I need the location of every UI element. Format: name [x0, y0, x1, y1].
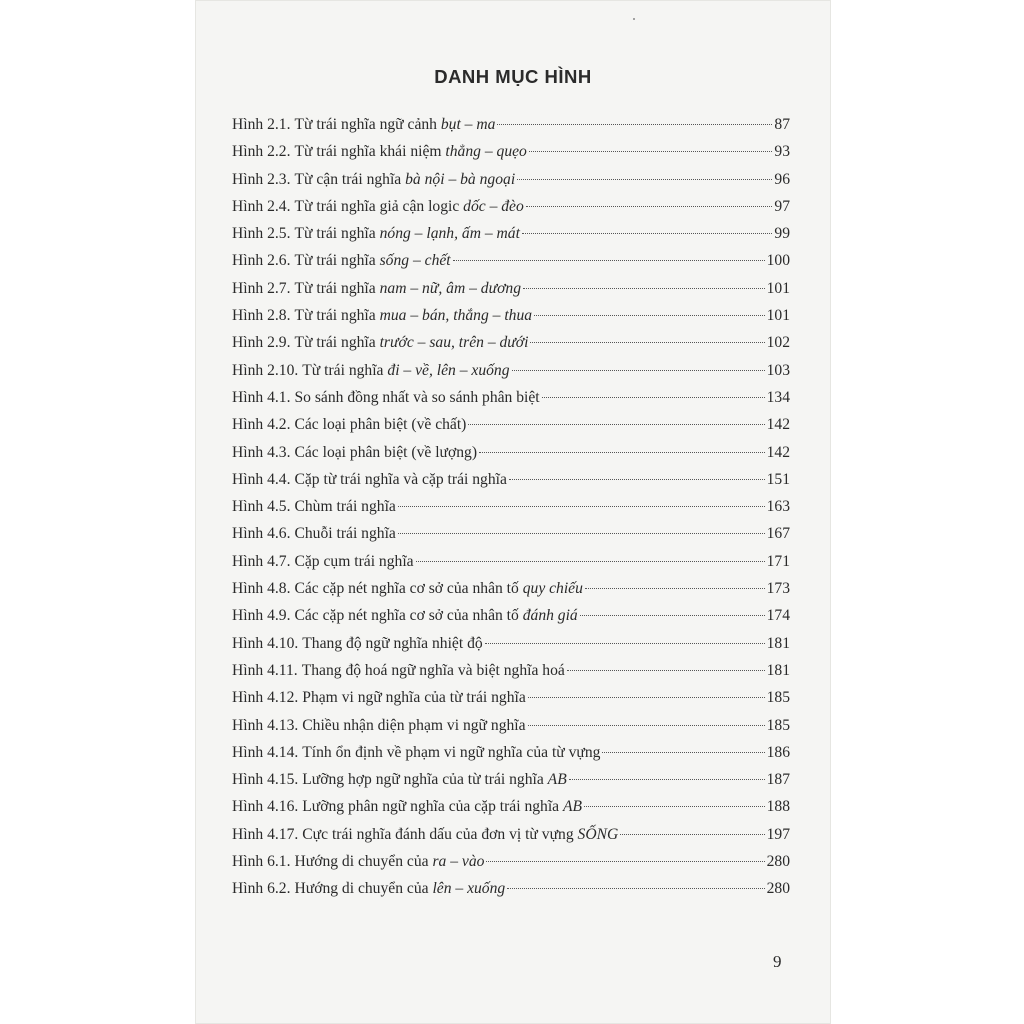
figure-number: Hình 4.7. — [232, 552, 291, 570]
figure-page: 151 — [766, 470, 790, 488]
dot-leader — [584, 806, 765, 807]
caption-text: Cặp cụm trái nghĩa — [294, 552, 414, 570]
figure-page: 163 — [766, 498, 790, 516]
dot-leader — [528, 725, 765, 726]
figure-entry[interactable] — [232, 198, 790, 225]
figure-page: 101 — [766, 307, 790, 325]
dot-leader — [567, 670, 765, 671]
dot-leader — [580, 615, 765, 616]
dot-leader — [620, 834, 764, 835]
figure-number: Hình 2.1. — [232, 116, 291, 133]
figure-caption — [294, 607, 577, 625]
figure-caption — [302, 826, 618, 844]
dot-leader — [534, 315, 765, 316]
caption-text: Thang độ ngữ nghĩa nhiệt độ — [302, 634, 483, 652]
caption-italic-term: dốc – đèo — [463, 197, 524, 215]
dot-leader — [398, 506, 765, 507]
caption-italic-term: nam – nữ, âm – dương — [379, 279, 522, 297]
figure-number: Hình 4.10. — [232, 634, 299, 652]
dot-leader — [529, 151, 773, 152]
dot-leader — [602, 752, 764, 753]
figure-entry[interactable] — [232, 252, 790, 279]
caption-text: Từ cận trái nghĩa — [294, 170, 406, 188]
caption-text: Các cặp nét nghĩa cơ sở của nhân tố — [294, 580, 523, 598]
figure-caption — [294, 198, 523, 216]
figure-number: Hình 4.15. — [232, 771, 299, 789]
page-title: DANH MỤC HÌNH — [434, 66, 592, 87]
caption-text: Thang độ hoá ngữ nghĩa và biệt nghĩa hoá — [301, 661, 565, 679]
figure-entry[interactable] — [232, 471, 790, 498]
figure-entry[interactable] — [232, 498, 790, 525]
figure-number: Hình 4.17. — [232, 825, 299, 843]
caption-italic-term: đi – về, lên – xuống — [387, 361, 510, 379]
figure-page: 171 — [766, 552, 790, 570]
figure-caption — [302, 744, 600, 762]
caption-italic-term: AB — [547, 771, 567, 789]
caption-text: Từ trái nghĩa — [294, 334, 380, 352]
figure-page: 134 — [766, 388, 790, 406]
figure-page: 97 — [774, 197, 790, 215]
caption-text: Từ trái nghĩa — [294, 279, 380, 297]
caption-text: Hướng di chuyển của — [294, 880, 433, 898]
figure-number: Hình 4.4. — [232, 470, 291, 488]
figure-page: 185 — [766, 716, 790, 734]
dot-leader — [486, 861, 764, 862]
figure-number: Hình 6.1. — [232, 853, 291, 871]
figure-number: Hình 4.5. — [232, 498, 291, 516]
dot-leader — [453, 260, 765, 261]
figure-number: Hình 2.8. — [232, 307, 291, 325]
dot-leader — [398, 533, 765, 534]
caption-text: Từ trái nghĩa — [294, 252, 380, 270]
figure-caption — [294, 143, 526, 161]
figure-entry[interactable] — [232, 525, 790, 552]
figure-number: Hình 4.2. — [232, 416, 291, 434]
figure-number: Hình 4.16. — [232, 798, 299, 816]
figure-number: Hình 4.13. — [232, 716, 299, 734]
caption-italic-term: quy chiếu — [522, 580, 583, 598]
caption-italic-term: bà nội – bà ngoại — [405, 170, 516, 188]
figure-number: Hình 2.9. — [232, 334, 291, 352]
figure-page: 102 — [766, 334, 790, 352]
caption-text: Các cặp nét nghĩa cơ sở của nhân tố — [294, 607, 523, 625]
figure-page: 174 — [766, 607, 790, 625]
figure-entry[interactable] — [232, 689, 790, 716]
figure-entry[interactable] — [232, 280, 790, 307]
dot-leader — [509, 479, 765, 480]
caption-italic-term: sống – chết — [379, 252, 451, 270]
book-page — [195, 0, 831, 1024]
figure-entry[interactable] — [232, 662, 790, 689]
caption-italic-term: SỐNG — [577, 825, 619, 843]
figure-page: 187 — [766, 771, 790, 789]
figure-entry[interactable] — [232, 798, 790, 825]
figure-page: 101 — [766, 279, 790, 297]
figure-page: 142 — [766, 416, 790, 434]
figure-page: 103 — [766, 361, 790, 379]
figure-page: 188 — [766, 798, 790, 816]
caption-text: Từ trái nghĩa — [294, 307, 380, 325]
figure-entry[interactable] — [232, 853, 790, 880]
figure-caption — [294, 334, 528, 352]
figure-page: 185 — [766, 689, 790, 707]
figure-entry[interactable] — [232, 116, 790, 143]
caption-text: Phạm vi ngữ nghĩa của từ trái nghĩa — [302, 689, 526, 707]
caption-text: Chuỗi trái nghĩa — [294, 525, 396, 543]
figure-number: Hình 2.6. — [232, 252, 291, 270]
figure-number: Hình 2.7. — [232, 279, 291, 297]
figure-page: 87 — [774, 116, 790, 133]
figure-page: 167 — [766, 525, 790, 543]
figure-page: 186 — [766, 743, 790, 761]
figure-caption — [294, 525, 395, 543]
figure-page: 142 — [766, 443, 790, 461]
caption-italic-term: thẳng – quẹo — [445, 143, 527, 161]
figure-caption — [294, 389, 539, 407]
figure-number: Hình 2.3. — [232, 170, 291, 188]
figure-number: Hình 4.8. — [232, 580, 291, 598]
figure-page: 181 — [766, 661, 790, 679]
caption-text: Hướng di chuyển của — [294, 853, 433, 871]
figure-caption — [294, 280, 521, 298]
caption-italic-term: lên – xuống — [432, 880, 506, 898]
caption-text: Cặp từ trái nghĩa và cặp trái nghĩa — [294, 470, 507, 488]
figure-page: 280 — [766, 880, 790, 898]
figure-number: Hình 4.9. — [232, 607, 291, 625]
figure-entry[interactable] — [232, 580, 790, 607]
figure-entry[interactable] — [232, 307, 790, 334]
figure-page: 173 — [766, 580, 790, 598]
figure-caption — [302, 662, 565, 680]
figure-caption — [294, 444, 477, 462]
figure-caption — [302, 362, 509, 380]
figure-entry[interactable] — [232, 744, 790, 771]
figure-page: 280 — [766, 853, 790, 871]
figure-entry[interactable] — [232, 717, 790, 744]
figure-number: Hình 6.2. — [232, 880, 291, 898]
figure-entry[interactable] — [232, 334, 790, 361]
dot-leader — [416, 561, 765, 562]
print-speck — [633, 18, 635, 20]
caption-italic-term: trước – sau, trên – dưới — [379, 334, 529, 352]
figure-number: Hình 2.10. — [232, 361, 299, 379]
caption-text: Tính ổn định về phạm vi ngữ nghĩa của từ vựng — [302, 743, 601, 761]
figure-caption — [294, 498, 395, 516]
figure-caption — [302, 771, 566, 789]
caption-text: Từ trái nghĩa — [302, 361, 388, 379]
figure-number: Hình 2.4. — [232, 197, 291, 215]
figure-number: Hình 2.2. — [232, 143, 291, 161]
caption-italic-term: ra – vào — [432, 853, 485, 871]
caption-text: Lưỡng phân ngữ nghĩa của cặp trái nghĩa — [302, 798, 563, 816]
figure-caption — [294, 471, 506, 489]
figure-page: 93 — [774, 143, 790, 161]
figure-entry[interactable] — [232, 225, 790, 252]
figure-caption — [294, 225, 519, 243]
dot-leader — [485, 643, 765, 644]
figure-page: 100 — [766, 252, 790, 270]
dot-leader — [497, 124, 772, 125]
figure-caption — [294, 580, 582, 598]
caption-text: Chiều nhận diện phạm vi ngữ nghĩa — [302, 716, 526, 734]
dot-leader — [479, 452, 765, 453]
figure-caption — [294, 171, 515, 189]
figure-number: Hình 4.3. — [232, 443, 291, 461]
figure-entry[interactable] — [232, 553, 790, 580]
dot-leader — [530, 342, 764, 343]
dot-leader — [512, 370, 765, 371]
figure-caption — [302, 689, 525, 707]
figure-caption — [294, 252, 450, 270]
caption-text: Từ trái nghĩa giả cận logic — [294, 197, 464, 215]
figure-caption — [294, 553, 413, 571]
caption-italic-term: đánh giá — [522, 607, 578, 625]
figure-caption — [302, 717, 525, 735]
caption-text: Cực trái nghĩa đánh dấu của đơn vị từ vựng — [302, 825, 578, 843]
figure-entry[interactable] — [232, 416, 790, 443]
dot-leader — [523, 288, 765, 289]
caption-italic-term: nóng – lạnh, ấm – mát — [379, 225, 520, 243]
figure-entry[interactable] — [232, 143, 790, 170]
dot-leader — [522, 233, 772, 234]
caption-italic-term: bụt – ma — [440, 116, 496, 133]
figure-number: Hình 4.12. — [232, 689, 299, 707]
figure-entry[interactable] — [232, 880, 790, 907]
dot-leader — [585, 588, 765, 589]
figure-caption — [294, 880, 505, 898]
figure-caption — [302, 635, 482, 653]
figure-entry[interactable] — [232, 362, 790, 389]
figure-page: 197 — [766, 825, 790, 843]
figure-number: Hình 2.5. — [232, 225, 291, 243]
caption-text: Từ trái nghĩa ngữ cảnh — [294, 116, 441, 133]
caption-text: Từ trái nghĩa — [294, 225, 380, 243]
figure-entry[interactable] — [232, 607, 790, 634]
figure-entry[interactable] — [232, 771, 790, 798]
figure-entry[interactable] — [232, 635, 790, 662]
caption-text: Chùm trái nghĩa — [294, 498, 396, 516]
caption-text: So sánh đồng nhất và so sánh phân biệt — [294, 388, 540, 406]
figure-entry[interactable] — [232, 389, 790, 416]
figure-number: Hình 4.1. — [232, 388, 291, 406]
dot-leader — [569, 779, 765, 780]
caption-text: Từ trái nghĩa khái niệm — [294, 143, 446, 161]
figure-caption — [294, 307, 532, 325]
dot-leader — [517, 179, 772, 180]
figure-page: 181 — [766, 634, 790, 652]
caption-text: Các loại phân biệt (về chất) — [294, 416, 467, 434]
figure-entry[interactable] — [232, 444, 790, 471]
figure-caption — [294, 116, 495, 134]
figure-number: Hình 4.11. — [232, 661, 298, 679]
figure-list — [232, 116, 790, 908]
figure-caption — [294, 853, 484, 871]
figure-page: 99 — [774, 225, 790, 243]
figure-caption — [302, 798, 582, 816]
figure-entry[interactable] — [232, 826, 790, 853]
figure-entry[interactable] — [232, 171, 790, 198]
dot-leader — [528, 697, 765, 698]
dot-leader — [507, 888, 764, 889]
figure-number: Hình 4.14. — [232, 743, 299, 761]
figure-page: 96 — [774, 170, 790, 188]
figure-number: Hình 4.6. — [232, 525, 291, 543]
caption-italic-term: mua – bán, thắng – thua — [379, 307, 533, 325]
page-number: 9 — [773, 952, 782, 971]
dot-leader — [468, 424, 764, 425]
dot-leader — [542, 397, 765, 398]
caption-text: Lưỡng hợp ngữ nghĩa của từ trái nghĩa — [302, 771, 548, 789]
figure-caption — [294, 416, 466, 434]
caption-text: Các loại phân biệt (về lượng) — [294, 443, 478, 461]
caption-italic-term: AB — [563, 798, 583, 816]
dot-leader — [526, 206, 773, 207]
